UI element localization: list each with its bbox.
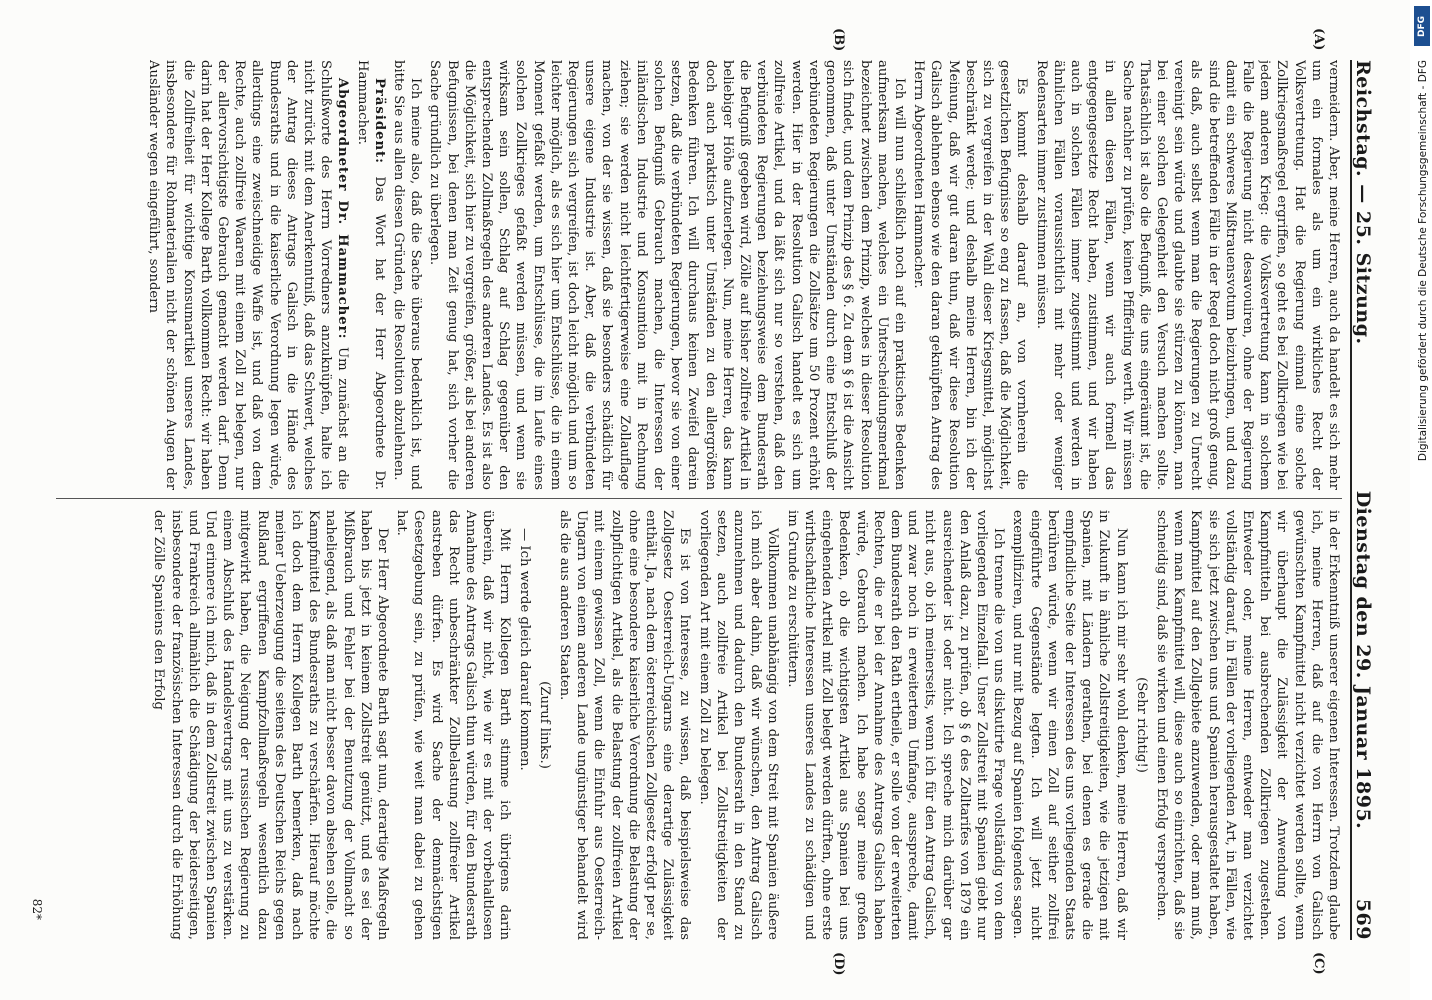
page-number: 569	[1352, 898, 1374, 940]
right-paragraph: — Ich werde gleich darauf kommen.	[516, 528, 532, 771]
header-left: Reichstag. — 25. Sitzung.	[1352, 60, 1374, 345]
left-paragraph: Ich meine also, daß die Sache überaus bedenklich ist, und bitte Sie aus allen diesen Gründen, die Resolution abzulehnen.	[391, 60, 424, 490]
right-paragraph: in der Erkenntniß unserer eigenen Interessen. Trotzdem glaube ich, meine Herren, daß auf die von Herrn von Galisch gewünschten Kampfmittel nicht verzichtet werden sollte, wenn wir überhaupt die Zulässigkeit der Anwendung von Kampfmitteln bei ausbrechenden Zollkriegen zugestehen. Entweder oder, meine Herren, entweder man verzichtet vollständig darauf, in Fällen der vorliegenden Art, in Fällen, wie sie sich jetzt zwischen uns und Spanien herausgestaltet haben, Kampfmittel auf den Zollgebiete anzuwenden, oder man muß, wenn man Kampfmittel will, diese auch so einrichten, daß sie schneidig sind, daß sie wirken und einen Erfolg versprechen.	[1153, 510, 1341, 940]
dfg-credit-text: Digitalisierung gefördert durch die Deutsche Forschungsgemeinschaft - DFG	[1417, 60, 1429, 462]
right-paragraph: Es ist von Interesse, zu wissen, daß beispielsweise das Zollgesetz Oesterreich-Ungarns eine derartige Zulässigkeit enthält. Ja, nach dem österreichischen Zollgesetz erfolgt per se, ohne eine besondere kaiserliche Verordnung die Belastung der zollpflichtigen Artikel, als die Belastung der zollfreien Artikel mit einem gewissen Zoll, wenn die Einfuhr aus Oesterreich-Ungarn von einem anderen Lande ungünstiger behandelt wird als die aus anderen Staaten.	[557, 510, 693, 940]
right-paragraph: Mit Herrn Kollegen Barth stimme ich übrigens darin überein, daß wir nicht, wie wir es mit der vorbehaltlosen Annahme des Antrags Galisch thun würden, für den Bundesrath das Recht unbeschränkter Zollbelastung zollfreier Artikel anstreben dürfen. Es wird Sache der demnächstigen Gesetzgebung sein, zu prüfen, wie weit man dabei zu gehen hat.	[394, 510, 513, 940]
running-header	[1350, 60, 1386, 940]
left-paragraph: Es kommt deshalb darauf an, von vornherein die gesetzlichen Befugnisse so eng zu fassen, daß die Möglichkeit, sich zu vergreifen in der Wahl dieser Kriegsmittel, möglichst beschränkt werde; und deshalb meine Herren, bin ich der Meinung, daß wir gut daran thun, daß wir diese Resolution Galisch ablehnen ebenso wie den daran geknüpften Antrag des Herrn Abgeordneten Hammacher.	[911, 60, 1030, 490]
column-divider	[56, 498, 1342, 499]
interjection-zuruf: (Zuruf links.)	[536, 681, 552, 769]
dfg-strip	[1410, 0, 1432, 1000]
speaker-president: Präsident:	[371, 78, 387, 165]
header-date: Dienstag den 29. Januar 1895.	[1352, 490, 1374, 830]
left-paragraph: vermeidern. Aber, meine Herren, auch da handelt es sich mehr um ein formales als um ein wirkliches Recht der Volksvertretung. Hat die Regierung einmal eine solche Zollkriegsmaßregel ergriffen, so geht es bei Zollkriegen wie bei jedem anderen Krieg: die Volksvertretung kann in solchem Falle die Regierung nicht desavouiren, ohne der Regierung damit ein schweres Mißtrauensvotum beizubringen, und dazu sind die betreffenden Fälle in der Regel doch nicht groß genug, als daß, auch selbst wenn man die Regierungen zu Unrecht vereinigt sein würde und glaubte sie stürzen zu können, man bei einer solchen Gelegenheit den Versuch machen sollte. Thatsächlich ist also die Befugniß, die uns eingeräumt ist, die Sache nachher zu prüfen, keinen Pfifferling werth. Wir müssen in allen diesen Fällen, wenn wir auch formell das entgegengesetzte Recht haben, zustimmen, und wir haben auch in solchen Fällen immer zugestimmt und werden in ähnlichen Fällen voraussichtlich mit mehr oder weniger Redensarten immer zustimmen müssen.	[1033, 60, 1341, 490]
right-paragraph: Vollkommen unabhängig von dem Streit mit Spanien äußere ich mich aber dahin, daß wir wünschen, den Antrag Galisch anzunehmen und dadurch den Bundesrath in den Stand zu setzen, auch zollfreie Artikel bei Zollstreitigkeiten der vorliegenden Art mit einem Zoll zu belegen.	[696, 510, 781, 940]
margin-marker-d: (D)	[831, 952, 846, 976]
margin-marker-c: (C)	[1311, 952, 1326, 975]
document-sheet	[26, 20, 1406, 980]
left-paragraph: Ich will nun schließlich noch auf ein praktisches Bedenken aufmerksam machen, welches ein Unterscheidungsmerkmal bezeichnet zwischen dem Prinzip, welches in dieser Resolution sich findet, und dem Prinzip des § 6. Zu dem § 6 ist die Ansicht genommen, daß unter Umständen durch eine Entschluß der verbündeten Regierungen die Zollsätze um 50 Prozent erhöht werden. Hier in der Resolution Galisch handelt es sich um zollfreie Artikel, und da läßt sich nur so verstehen, daß den verbündeten Regierungen beziehungsweise dem Bundesrath die Befugniß gegeben wird, Zölle auf bisher zollfreie Artikel in beliebiger Höhe aufzuerlegen. Nun, meine Herren, das kann doch auch praktisch unter Umständen zu den allergrößten Bedenken führen. Ich will durchaus keinen Zweifel darein setzen, daß die verbündeten Regierungen, bevor sie von einer solchen Befugniß Gebrauch machen, die Interessen der inländischen Industrie und Konsumtion mit in Rechnung ziehen; sie werden nicht leichtfertigerweise eine Zollauflage machen, von der sie wissen, daß sie besonders schädlich für unsere eigene Industrie ist. Aber, daß die verbündeten Regierungen sich vergreifen, ist doch leicht möglich und um so leichter möglich, als es sich hier um Entschlüsse, die in einem Moment gefaßt werden, um Entschlüsse, die im Laufe eines solchen Zollkrieges gefaßt werden müssen, und wenn sie wirksam sein sollen, Schlag auf Schlag gegenüber den entsprechenden Zollmaßregeln des anderen Landes. Es ist also die Möglichkeit, sich hier zu vergreifen, größer, als bei anderen Befugnissen, bei denen man Zeit genug hat, sich vorher die Sache gründlich zu überlegen.	[427, 60, 907, 490]
right-column	[52, 510, 1342, 940]
interjection-sehr-richtig: (Sehr richtig!)	[1133, 677, 1149, 773]
margin-marker-b: (B)	[831, 28, 846, 52]
hammacher-text: Um zunächst an die Schlußworte des Herrn Vorredners anzuknüpfen, halte ich nicht zurück mit dem Anerkenntniß, daß das Schwert, welches der Antrag dieses Antrags Galisch in die Hände des Bundesraths und in die kaiserliche Verordnung legen würde, allerdings eine zweischneidige Waffe ist, und daß von dem Rechte, auch zollfreie Waaren mit einem Zoll zu belegen, nur der allervorsichtigste Gebrauch gemacht werden darf. Denn darin hat der Herr Kollege Barth vollkommen Recht: wir haben die Zollfreiheit für wichtige Konsumartikel unseres Landes, insbesondere für Rohmaterialien nicht der schönen Augen der Ausländer wegen eingeführt, sondern	[146, 60, 351, 490]
signature-mark: 82*	[30, 898, 44, 920]
left-column	[52, 60, 1342, 490]
right-paragraph: Ich trenne die von uns diskutirte Frage vollständig von dem vorliegenden Einzelfall. Unser Zollstreit mit Spanien giebt nur den Anlaß dazu, zu prüfen, ob § 6 des Zolltarifes von 1879 ein ausreichender ist oder nicht. Ich spreche mich darüber gar nicht aus, ob ich meinerseits, wenn ich für den Antrag Galisch, und zwar noch in erweitertem Umfange, ausspreche, damit dem Bundesrath den Rath ertheile, er solle von der erweiterten Rechten, die er bei der Annahme des Antrags Galisch haben würde, Gebrauch machen. Ich habe sogar meine großen Bedenken, ob die wichtigsten Artikel aus Spanien bei uns eingehenden Artikel mit Zoll belegt werden dürften, ohne erste wirthschaftliche Interessen unseres Landes zu schädigen und im Grunde zu erschüttern.	[784, 510, 1007, 940]
hammacher-paragraph	[145, 60, 351, 490]
dfg-logo-icon: DFG	[1414, 6, 1430, 46]
right-paragraph: Der Herr Abgeordnete Barth sagt nun, derartige Maßregeln haben bis jetzt in keinem Zollstreit genützt, und es sei der Mißbrauch und Fehler bei der Benutzung der Vollmacht so naheliegend, als daß man nicht besser davon absehen solle, die Kampfmittel des Bundesraths zu verschärfen. Hierauf möchte ich doch dem Herrn Kollegen Barth bemerken, daß nach meiner Ueberzeugung die seitens des Deutschen Reichs gegen Rußland ergriffenen Kampfzollmaßregeln wesentlich dazu mitgewirkt haben, die Neigung der russischen Regierung zu einem Abschluß des Handelsvertrags mit uns zu verstärken. Und erinnere ich mich, daß in dem Zollstreit zwischen Spanien und Frankreich allmählich die Schädigung der beiderseitigen, insbesondere der französischen Interessen durch die Erhöhung der Zölle Spaniens den Erfolg	[151, 510, 391, 940]
speaker-hammacher: Abgeordneter Dr. Hammacher:	[335, 78, 351, 340]
president-text: Das Wort hat der Herr Abgeordnete Dr. Hammacher.	[354, 60, 387, 490]
president-paragraph	[353, 60, 387, 490]
margin-marker-a: (A)	[1311, 28, 1326, 51]
right-paragraph: Nun kann ich mir sehr wohl denken, meine Herren, daß wir in Zukunft in ähnliche Zollstreitigkeiten, wie die jetzigen mit Spanien, mit Ländern gerathen, bei denen es gerade die empfindliche Seite der Interessen des uns vorliegenden Staats berühren würde, wenn wir einen Zoll auf seither zollfrei eingeführte Gegenstände legten. Ich will jetzt nicht exemplifiziren, und nur mit Bezug auf Spanien folgendes sagen.	[1010, 510, 1129, 940]
